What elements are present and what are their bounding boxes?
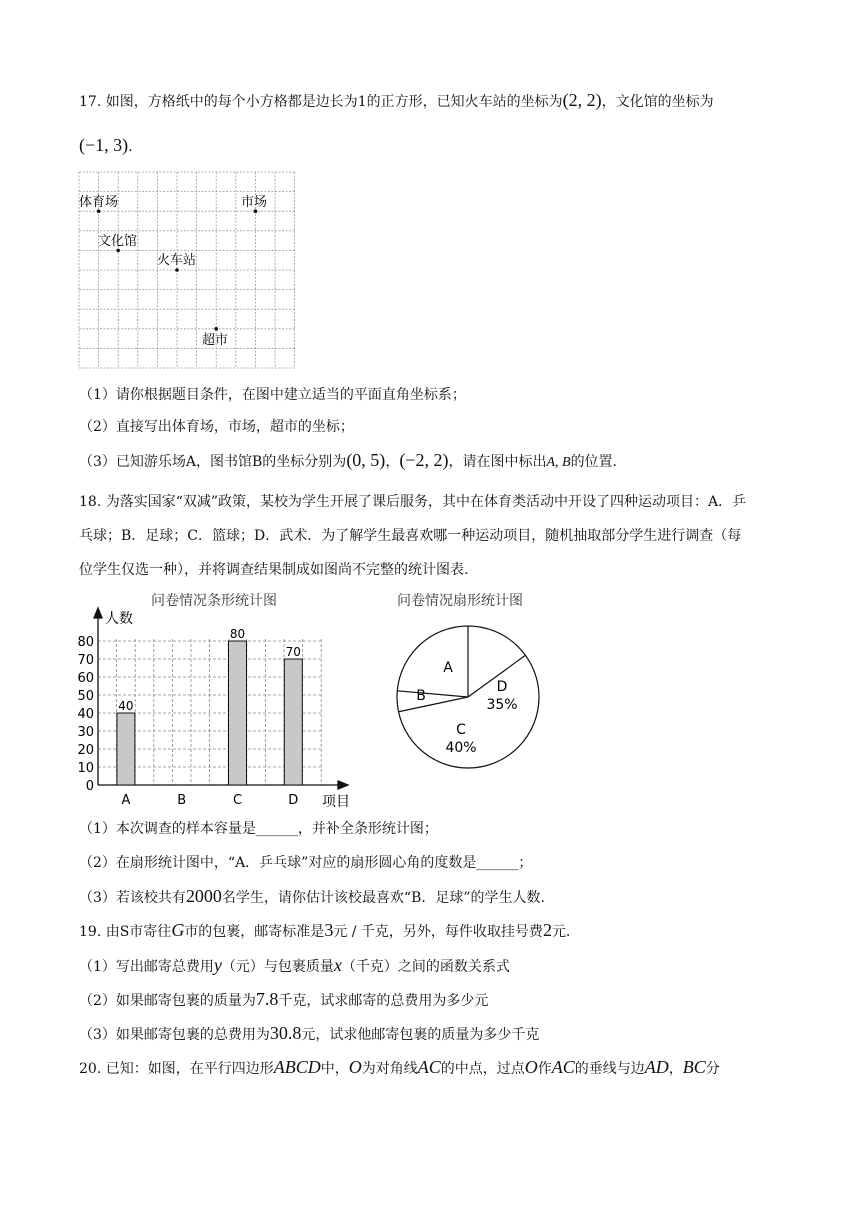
- q17-intro-end: .: [128, 139, 133, 155]
- q17-intro-cont: [79, 135, 133, 157]
- q20-o: O: [348, 1057, 362, 1077]
- bar-chart: [68, 588, 368, 810]
- bar-x-tick-label: B: [177, 793, 187, 808]
- bar-y-tick-label: 70: [77, 653, 94, 668]
- q19-y: y: [213, 955, 222, 975]
- q18-part3-text2: 名学生，请你估计该校最喜欢“B．足球”的学生人数.: [221, 890, 545, 906]
- bar-y-tick-label: 20: [77, 743, 94, 758]
- q20-a: 20. 已知：如图，在平行四边形: [79, 1061, 274, 1077]
- pie-label-D: D: [496, 679, 508, 695]
- q17-part1: （1）请你根据题目条件，在图中建立适当的平面直角坐标系；: [79, 387, 466, 403]
- q19-part1: [79, 955, 510, 977]
- bar-A: [117, 713, 135, 785]
- q18-part3-text: （3）若该校共有: [79, 890, 186, 906]
- q17-intro-text2: ，文化馆的坐标为: [601, 94, 714, 110]
- q19-p3-a: （3）如果邮寄包裹的总费用为: [79, 1027, 270, 1043]
- q17-intro-text: 17. 如图，方格纸中的每个小方格都是边长为1的正方形，已知火车站的坐标为: [79, 94, 563, 110]
- q19-p3-b: 元，试求他邮寄包裹的质量为多少千克: [301, 1027, 540, 1043]
- q18-part1: （1）本次调查的样本容量是______，并补全条形统计图；: [79, 821, 438, 837]
- q19-p1-c: （千克）之间的函数关系式: [341, 959, 510, 975]
- pie-label-C: C: [456, 722, 466, 738]
- bar-x-axis-label: 项目: [322, 794, 350, 810]
- q19-x: x: [333, 955, 342, 975]
- bar-value-label: 70: [285, 645, 301, 659]
- q19-fee: 2: [542, 920, 552, 940]
- q19-rate: 3: [324, 920, 334, 940]
- q18-student-count: 2000: [185, 886, 222, 906]
- q20-g: ，: [668, 1061, 683, 1077]
- bar-y-tick-label: 10: [77, 761, 94, 776]
- q19-text-c: 元 / 千克，另外，每件收取挂号费: [333, 924, 543, 940]
- q17-ab: A, B: [546, 455, 571, 470]
- pie-label-B: B: [416, 688, 426, 704]
- map-point-supermarket: [214, 327, 218, 331]
- pie-chart: [395, 588, 555, 778]
- q18-part2: （2）在扇形统计图中，“A．乒乓球”对应的扇形圆心角的度数是______；: [79, 855, 533, 871]
- q20-o2: O: [524, 1057, 538, 1077]
- q19-p1-a: （1）写出邮寄总费用: [79, 959, 214, 975]
- q20-f: 的垂线与边: [574, 1061, 645, 1077]
- q19-text-a: 19. 由S市寄往: [79, 924, 172, 940]
- bar-y-tick-label: 30: [77, 725, 94, 740]
- bar-C: [229, 641, 247, 785]
- bar-y-tick-label: 60: [77, 671, 94, 686]
- bar-chart-title: 问卷情况条形统计图: [151, 593, 277, 609]
- q19-p2-a: （2）如果邮寄包裹的质量为: [79, 993, 256, 1009]
- q20-h: 分: [705, 1061, 720, 1077]
- map-point-train: [175, 268, 179, 272]
- q20-ad: AD: [644, 1057, 669, 1077]
- q19-part2: [79, 989, 488, 1011]
- bar-x-tick-label: A: [121, 793, 131, 808]
- bar-value-label: 40: [118, 699, 134, 713]
- bar-y-tick-label: 50: [77, 689, 94, 704]
- map-label-culture: 文化馆: [98, 234, 138, 249]
- pie-chart-title: 问卷情况扇形统计图: [397, 593, 523, 609]
- bar-y-tick-label: 0: [85, 779, 94, 794]
- q20-line1: [79, 1057, 720, 1079]
- q20-abcd: ABCD: [273, 1057, 321, 1077]
- map-label-stadium: 体育场: [79, 195, 119, 210]
- map-label-market: 市场: [241, 195, 268, 210]
- q20-c: 为对角线: [361, 1061, 418, 1077]
- q18-part3: [79, 886, 545, 908]
- map-point-culture: [116, 249, 120, 253]
- q18-line3: 位学生仅选一种），并将调查结果制成如图尚不完整的统计图表.: [79, 562, 469, 578]
- q19-weight: 7.8: [255, 989, 279, 1009]
- bar-x-arrow: [338, 781, 348, 789]
- coord-library: (−2, 2): [399, 450, 449, 470]
- map-label-train: 火车站: [157, 253, 197, 268]
- bar-x-tick-label: D: [288, 793, 299, 808]
- q18-line1: 18. 为落实国家“双减”政策，某校为学生开展了课后服务，其中在体育类活动中开设了四种运动项目：A．乒: [79, 494, 747, 510]
- q19-g: G: [171, 920, 185, 940]
- bar-x-tick-label: C: [232, 793, 243, 808]
- pie-pct-C: 40%: [445, 740, 477, 756]
- map-label-supermarket: 超市: [202, 333, 229, 348]
- q20-d: 的中点，过点: [440, 1061, 525, 1077]
- q17-part3-text2: ，请在图中标出: [448, 454, 547, 470]
- bar-y-arrow: [94, 608, 102, 618]
- q20-b: 中，: [320, 1061, 349, 1077]
- q20-ac: AC: [417, 1057, 441, 1077]
- q19-text-b: 市的包裹，邮寄标准是: [184, 924, 325, 940]
- q20-e: 作: [537, 1061, 552, 1077]
- q17-part3-text3: 的位置.: [570, 454, 618, 470]
- q19-part3: [79, 1023, 539, 1045]
- coord-park: (0, 5): [346, 450, 386, 470]
- coord-culture: (−1, 3): [79, 135, 129, 155]
- q17-intro: [79, 90, 714, 112]
- q19-line1: [79, 920, 570, 942]
- bar-y-tick-label: 40: [77, 707, 94, 722]
- q17-sep: ，: [385, 454, 400, 470]
- pie-label-A: A: [443, 660, 453, 676]
- bar-y-axis-label: 人数: [105, 611, 133, 627]
- pie-pct-D: 35%: [486, 697, 518, 713]
- bar-y-tick-label: 80: [77, 635, 94, 650]
- q20-ac2: AC: [551, 1057, 575, 1077]
- q17-part3-text: （3）已知游乐场A，图书馆B的坐标分别为: [79, 454, 347, 470]
- grid-map: [78, 170, 300, 370]
- q19-p1-b: （元）与包裹质量: [221, 959, 334, 975]
- coord-train: (2, 2): [562, 90, 602, 110]
- q20-bc: BC: [682, 1057, 706, 1077]
- bar-value-label: 80: [229, 627, 246, 641]
- q17-part3: [79, 450, 617, 473]
- q18-line2: 乓球；B．足球；C．篮球；D．武术．为了解学生最喜欢哪一种运动项目，随机抽取部分学生进行调查（每: [79, 528, 742, 544]
- q17-part2: （2）直接写出体育场，市场，超市的坐标；: [79, 419, 354, 435]
- q19-text-d: 元.: [551, 924, 571, 940]
- q19-total: 30.8: [269, 1023, 302, 1043]
- q19-p2-b: 千克，试求邮寄的总费用为多少元: [278, 993, 489, 1009]
- bar-D: [284, 659, 302, 785]
